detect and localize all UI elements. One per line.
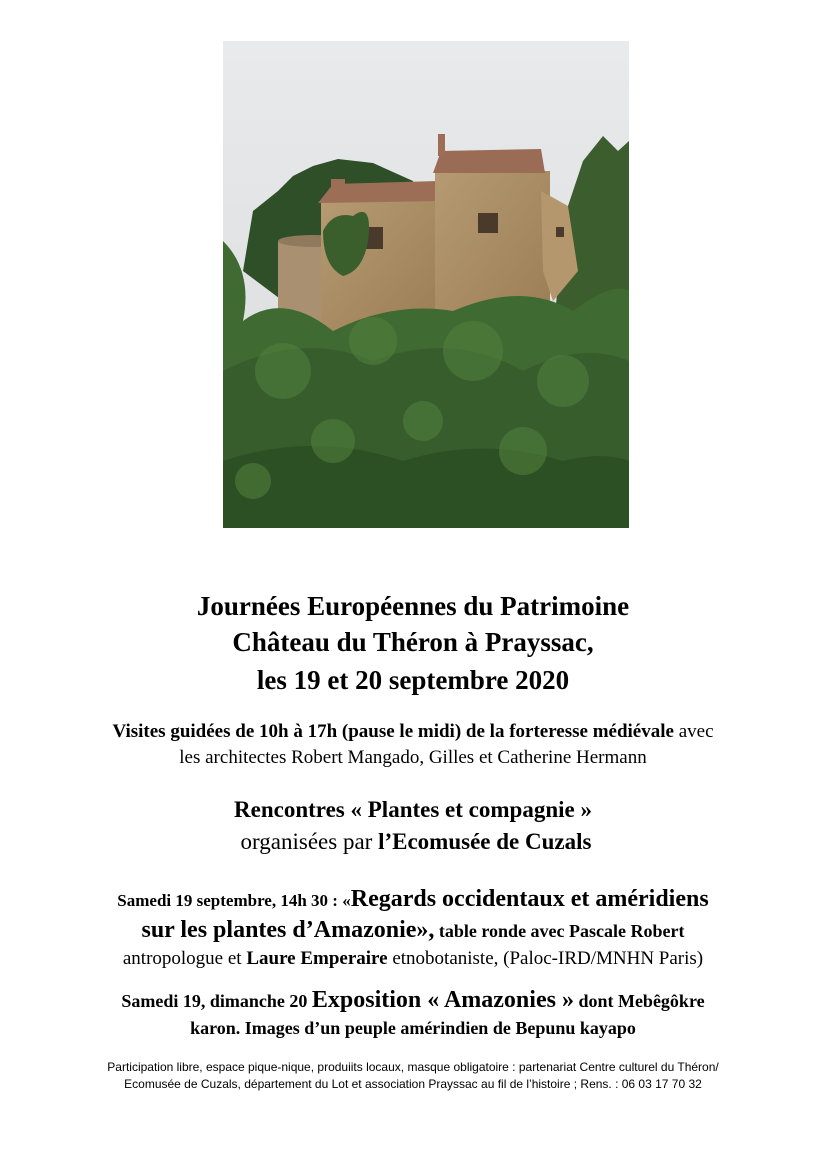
title-line-2: Château du Théron à Prayssac, [232, 627, 594, 657]
visits-line-2: les architectes Robert Mangado, Gilles et Catherine Hermann [179, 747, 647, 768]
saturday-line-1 [0, 884, 826, 917]
title-line-1: Journées Européennes du Patrimoine [196, 591, 630, 621]
roundtable-text: table ronde avec Pascale Robert [434, 921, 685, 941]
exhibition-rest: dont Mebêgôkre [573, 991, 705, 1011]
exhibition-line-1 [0, 987, 826, 1015]
castle-photo [223, 41, 629, 528]
exhibition-line-2: karon. Images d’un peuple amérindien de Bepunu kayapo [190, 1018, 636, 1038]
exhibition-title: Exposition « Amazonies » [311, 987, 574, 1013]
saturday-line-3 [0, 946, 826, 971]
saturday-line-2 [0, 915, 826, 948]
speaker-name: Laure Emperaire [246, 948, 388, 969]
rencontres-title: Rencontres « Plantes et compagnie » [234, 797, 592, 822]
speaker-suffix: etnobotaniste, (Paloc-IRD/MNHN Paris) [387, 948, 704, 969]
footer-line-2: Ecomusée de Cuzals, département du Lot et association Prayssac au fil de l’histoire ; Rens. : 06 03 17 70 32 [124, 1077, 702, 1091]
saturday-date: Samedi 19 septembre, 14h 30 : « [117, 891, 351, 910]
talk-title-b: sur les plantes d’Amazonie», [141, 917, 435, 943]
talk-title-a: Regards occidentaux et améridiens [350, 886, 709, 912]
rencontres-organizer [0, 827, 826, 856]
title-line-3: les 19 et 20 septembre 2020 [256, 665, 570, 695]
footer-line-1: Participation libre, espace pique-nique, produiits locaux, masque obligatoire : partenariat Centre culturel du Théron/ [107, 1060, 719, 1074]
exhibition-dates: Samedi 19, dimanche 20 [121, 991, 312, 1011]
visits-rest: avec [673, 721, 714, 742]
visits-line-1 [0, 719, 826, 744]
visits-bold: Visites guidées de 10h à 17h (pause le midi) de la forteresse médiévale [112, 721, 674, 742]
speaker-prefix: antropologue et [122, 948, 247, 969]
organizer-name: l’Ecomusée de Cuzals [378, 829, 592, 854]
organizer-prefix: organisées par [240, 829, 379, 854]
